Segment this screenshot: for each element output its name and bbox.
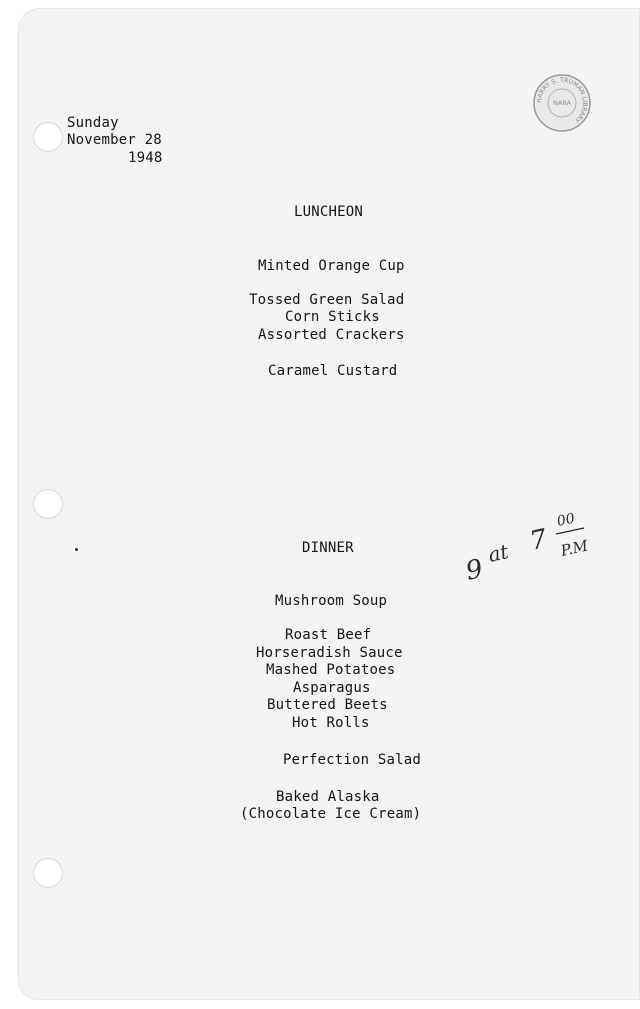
- ink-speck: [75, 548, 78, 551]
- menu-item: Horseradish Sauce: [256, 645, 403, 661]
- stamp-inner-text: NARA: [552, 99, 572, 107]
- menu-item: Asparagus: [293, 680, 371, 696]
- menu-item: Corn Sticks: [285, 309, 380, 325]
- note-count: 9: [463, 554, 486, 587]
- menu-item: Roast Beef: [285, 627, 372, 643]
- date-day: Sunday: [67, 115, 119, 131]
- note-minutes: 00: [555, 510, 577, 530]
- dinner-heading: DINNER: [302, 540, 354, 556]
- note-hour: 7: [527, 524, 550, 557]
- menu-item: Assorted Crackers: [258, 327, 405, 343]
- punch-hole-middle: [33, 489, 63, 519]
- menu-item: Mashed Potatoes: [266, 662, 396, 678]
- date-month-day: November 28: [67, 132, 162, 148]
- menu-item: Buttered Beets: [267, 697, 388, 713]
- date-year: 1948: [128, 150, 163, 166]
- luncheon-heading: LUNCHEON: [294, 204, 364, 220]
- menu-item: Hot Rolls: [292, 715, 370, 731]
- menu-item: (Chocolate Ice Cream): [240, 806, 422, 822]
- menu-item: Mushroom Soup: [275, 593, 388, 609]
- menu-item: Caramel Custard: [268, 363, 398, 379]
- menu-item: Tossed Green Salad: [249, 292, 405, 308]
- archive-stamp: [532, 73, 592, 133]
- note-at: at: [486, 539, 511, 567]
- handwritten-time-note: [462, 500, 612, 590]
- note-meridiem: P.M: [559, 536, 590, 560]
- menu-item: Perfection Salad: [283, 752, 422, 768]
- punch-hole-top: [33, 122, 63, 152]
- menu-item: Minted Orange Cup: [258, 258, 405, 274]
- menu-item: Baked Alaska: [276, 789, 380, 805]
- stamp-outer-text: HARRY S. TRUMAN LIBRARY: [535, 76, 589, 124]
- punch-hole-bottom: [33, 858, 63, 888]
